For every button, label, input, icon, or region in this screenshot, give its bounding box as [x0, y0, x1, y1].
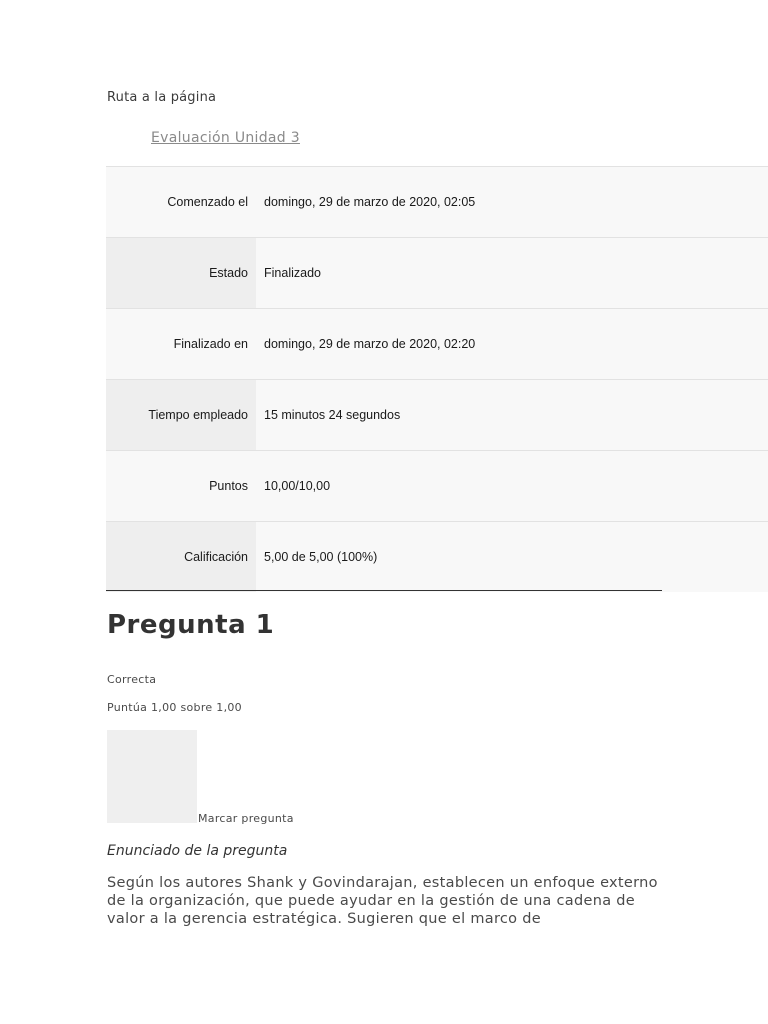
breadcrumb-label: Ruta a la página	[107, 90, 217, 105]
summary-label: Comenzado el	[106, 167, 256, 237]
flag-icon[interactable]	[107, 730, 197, 823]
summary-value: domingo, 29 de marzo de 2020, 02:20	[256, 309, 768, 379]
summary-label: Tiempo empleado	[106, 380, 256, 450]
summary-row-grade	[106, 522, 768, 592]
summary-row-started	[106, 167, 768, 238]
question-text: Según los autores Shank y Govindarajan, establecen un enfoque externo de la organización, que puede ayudar en la gestión de una cadena de valor a la gerencia estratégica. Sugieren que el marco de	[107, 875, 658, 927]
question-grade: Puntúa 1,00 sobre 1,00	[107, 701, 242, 714]
summary-label: Estado	[106, 238, 256, 308]
summary-label: Calificación	[106, 522, 256, 592]
question-state: Correcta	[107, 673, 157, 686]
flag-question-button[interactable]: Marcar pregunta	[198, 812, 294, 825]
question-heading: Enunciado de la pregunta	[107, 843, 288, 859]
summary-value: domingo, 29 de marzo de 2020, 02:05	[256, 167, 768, 237]
question-title: Pregunta 1	[107, 610, 275, 640]
divider	[106, 590, 662, 591]
summary-value: 10,00/10,00	[256, 451, 768, 521]
summary-value: Finalizado	[256, 238, 768, 308]
summary-value: 5,00 de 5,00 (100%)	[256, 522, 768, 592]
summary-row-state	[106, 238, 768, 309]
summary-row-time-taken	[106, 380, 768, 451]
summary-value: 15 minutos 24 segundos	[256, 380, 768, 450]
breadcrumb-link-evaluacion[interactable]: Evaluación Unidad 3	[151, 130, 300, 146]
summary-label: Puntos	[106, 451, 256, 521]
summary-row-finished	[106, 309, 768, 380]
quiz-summary-table	[106, 166, 768, 592]
summary-row-points	[106, 451, 768, 522]
summary-label: Finalizado en	[106, 309, 256, 379]
